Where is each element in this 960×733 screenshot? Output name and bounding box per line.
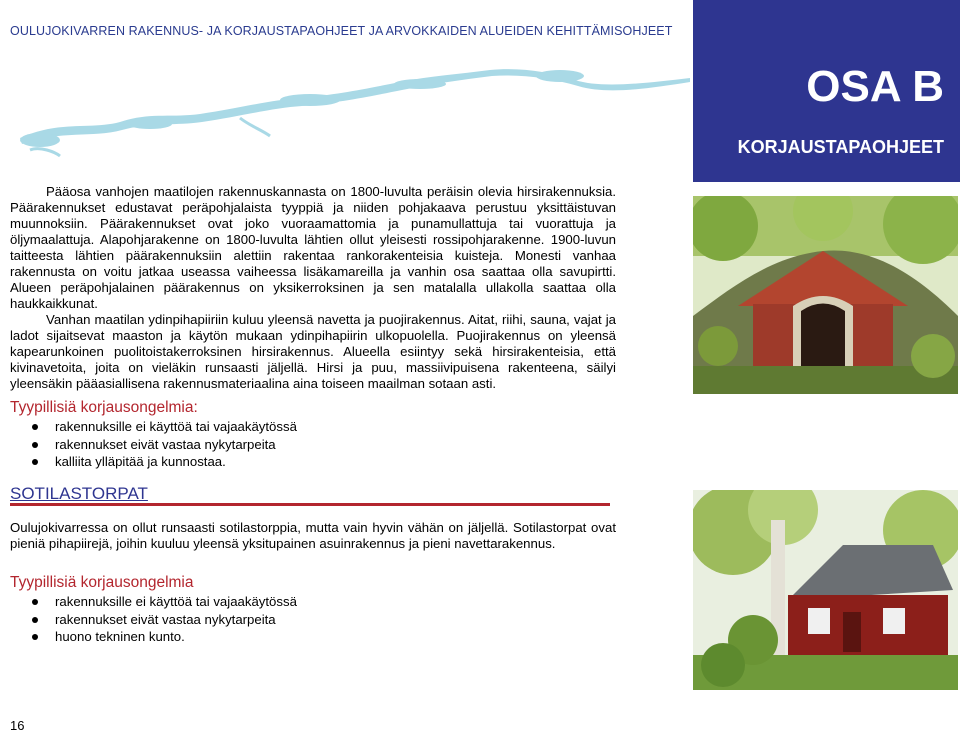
- bullet-icon: [32, 442, 38, 448]
- section-text: [10, 520, 616, 552]
- list-item: [10, 418, 616, 436]
- list-item-text: rakennukset eivät vastaa nykytarpeita: [55, 611, 276, 627]
- list-item: [10, 436, 616, 454]
- problems-heading-1: Tyypillisiä korjausongelmia:: [10, 399, 198, 416]
- problems-heading-2: Tyypillisiä korjausongelmia: [10, 574, 194, 591]
- problems-section-2: [10, 575, 616, 646]
- section-badge: [693, 0, 960, 182]
- page-number: 16: [10, 718, 25, 733]
- bullet-icon: [32, 634, 38, 640]
- intro-text: [10, 184, 616, 392]
- badge-title: OSA B: [806, 62, 944, 111]
- list-item: [10, 628, 616, 646]
- list-item: [10, 453, 616, 471]
- intro-paragraph-2: Vanhan maatilan ydinpihapiiriin kuluu yleensä navetta ja puojirakennus. Aitat, riihi, sauna, vajat ja ladot sijaitsevat maaston ja käytön mukaan ydinpihapiirin ulkopuolella. Puojirakennus on yleensä kapearunkoinen puolitoistakerroksinen hirsirakennus. Alueella esiintyy sekä hirsirakenteisia, että kivinavetoita, joita on vieläkin runsaasti jäljellä. Hirsi ja puu, massiivipuisena rakenteena, säilyi yleensäkin pääasiallisena rakennusmateriaalina aina toiseen maailman sotaan asti.: [10, 312, 616, 391]
- bullet-icon: [32, 599, 38, 605]
- bullet-icon: [32, 424, 38, 430]
- document-header-title: OULUJOKIVARREN RAKENNUS- JA KORJAUSTAPAOHJEET JA ARVOKKAIDEN ALUEIDEN KEHITTÄMISOHJEET: [10, 24, 673, 38]
- river-illustration: [0, 60, 700, 160]
- bullet-icon: [32, 459, 38, 465]
- list-item: [10, 593, 616, 611]
- section-title: SOTILASTORPAT: [10, 484, 148, 503]
- problems-list-2: [10, 593, 616, 646]
- intro-paragraph-1: Pääosa vanhojen maatilojen rakennuskannasta on 1800-luvulta peräisin olevia hirsirakennuksia. Päärakennukset edustavat peräpohjalaista tyyppiä ja niiden pohjakaava perustuu yksittäistuvan muunnoksiin. Päärakennukset ovat joko vuoraamattomia ja punamullattuja tai vuorattuja ja öljymaalattuja. Alapohjarakenne on 1800-luvulta lähtien ollut yleisesti rossipohjarakenne. 1900-luvun taitteesta lähtien päärakennuksiin alettiin rakentaa rankorakenteisia kuisteja. Monesti vanhaa rakennusta on voitu jatkaa useassa vaiheessa lisäkamareilla ja vanhin osa saattaa olla savupirtti. Alueen peräpohjalainen päärakennus on yksikerroksinen ja sen matalalla ullakolla saattaa olla haukkaikkunat.: [10, 184, 616, 311]
- list-item-text: huono tekninen kunto.: [55, 629, 185, 644]
- stone-cellar-photo: [693, 196, 958, 394]
- red-log-house-photo: [693, 490, 958, 690]
- list-item-text: rakennuksille ei käyttöä tai vajaakäytössä: [55, 419, 297, 434]
- badge-subtitle: KORJAUSTAPAOHJEET: [737, 137, 944, 157]
- list-item-text: rakennuksille ei käyttöä tai vajaakäytössä: [55, 594, 297, 609]
- problems-list-1: [10, 418, 616, 471]
- section-divider: [10, 503, 610, 506]
- list-item: [10, 611, 616, 629]
- list-item-text: rakennukset eivät vastaa nykytarpeita: [55, 436, 276, 452]
- bullet-icon: [32, 617, 38, 623]
- problems-section-1: [10, 400, 616, 471]
- section-paragraph: Oulujokivarressa on ollut runsaasti sotilastorppia, mutta vain hyvin vähän on jäljellä. Sotilastorpat ovat pieniä pihapiirejä, joihin kuuluu yleensä yksitupainen asuinrakennus ja pieni navettarakennus.: [10, 520, 616, 551]
- list-item-text: kalliita ylläpitää ja kunnostaa.: [55, 454, 226, 469]
